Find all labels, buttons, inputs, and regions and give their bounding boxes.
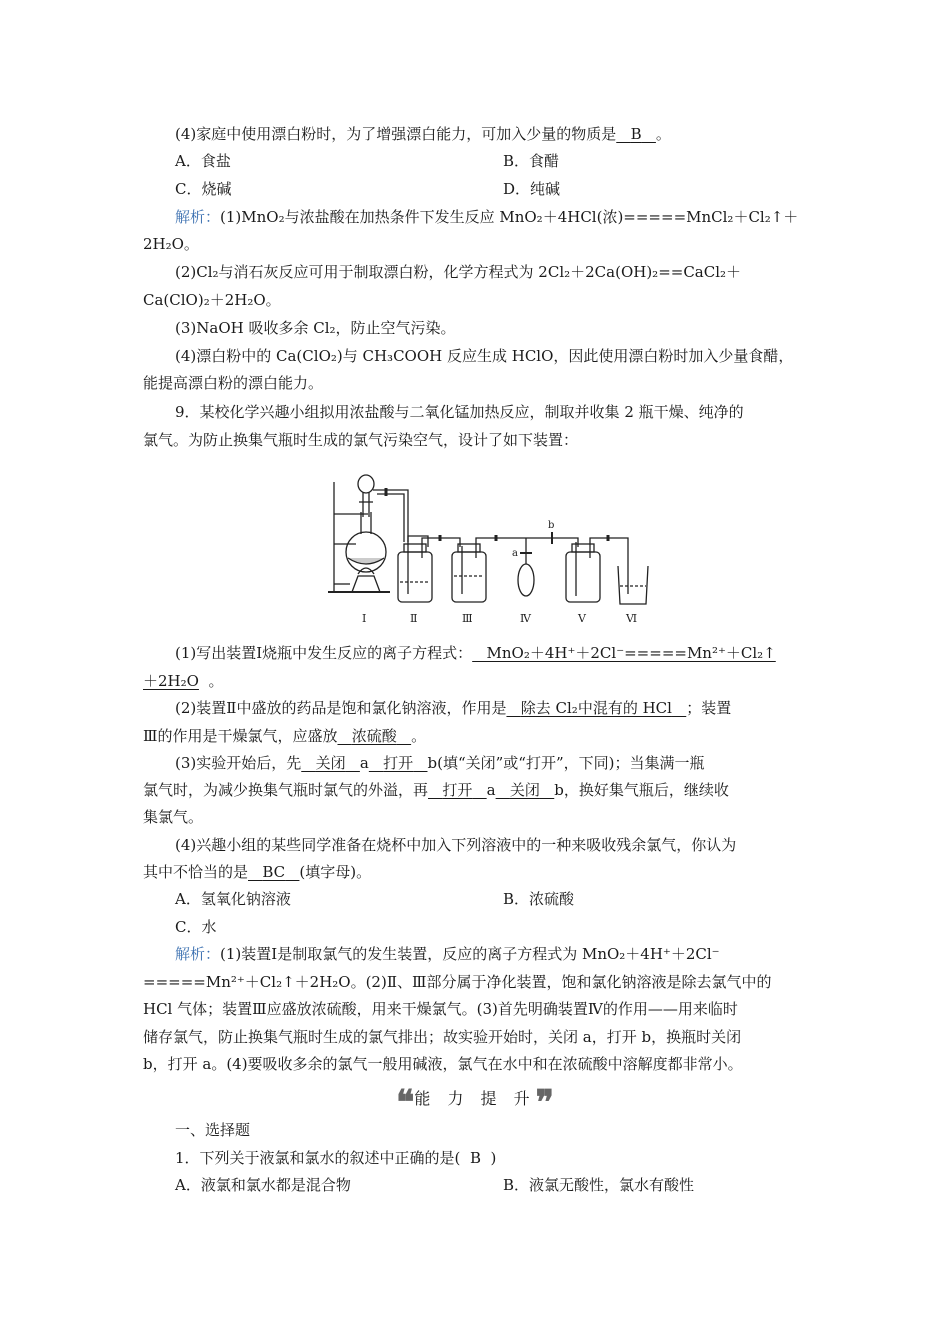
q9-part2-line1: (2)装置Ⅱ中盛放的药品是饱和氯化钠溶液，作用是 除去 Cl₂中混有的 HCl ；装置 [175, 699, 732, 717]
analysis1-line4: Ca(ClO)₂＋2H₂O。 [143, 291, 281, 309]
analysis1-line1: 解析：(1)MnO₂与浓盐酸在加热条件下发生反应 MnO₂＋4HCl(浓)=====MnCl₂＋Cl₂↑＋ [175, 208, 799, 226]
q9-stem-line1: 9．某校化学兴趣小组拟用浓盐酸与二氧化锰加热反应，制取并收集 2 瓶干燥、纯净的 [175, 403, 744, 421]
q9-part3-line2: 氯气时，为减少换集气瓶时氯气的外溢，再 打开 a 关闭 b，换好集气瓶后，继续收 [143, 781, 729, 799]
q4-stem: (4)家庭中使用漂白粉时，为了增强漂白能力，可加入少量的物质是 [175, 125, 617, 143]
q9-part4-line2: 其中不恰当的是 BC (填字母)。 [143, 863, 372, 881]
q9-stem-line2: 氯气。为防止换集气瓶时生成的氯气污染空气，设计了如下装置： [143, 431, 579, 449]
q9-option-b: B．浓硫酸 [503, 890, 575, 908]
q9-part3-line1: (3)实验开始后，先 关闭 a 打开 b(填“关闭”或“打开”，下同)；当集满一瓶 [175, 754, 705, 772]
q9-part4-line1: (4)兴趣小组的某些同学准备在烧杯中加入下列溶液中的一种来吸收残余氯气，你认为 [175, 836, 737, 854]
analysis2-line5: b，打开 a。(4)要吸收多余的氯气一般用碱液，氯气在水中和在浓硫酸中溶解度都非常小。 [143, 1055, 743, 1073]
label-II: Ⅱ [410, 612, 418, 625]
q9-part1-line1: (1)写出装置Ⅰ烧瓶中发生反应的离子方程式： MnO₂＋4H⁺＋2Cl⁻=====Mn²⁺＋Cl₂↑ [175, 644, 776, 662]
q9-option-c: C．水 [175, 918, 217, 936]
apparatus-diagram [328, 462, 658, 627]
label-IV: Ⅳ [520, 612, 531, 625]
analysis2-line1: 解析：(1)装置Ⅰ是制取氯气的发生装置，反应的离子方程式为 MnO₂＋4H⁺＋2Cl⁻ [175, 945, 720, 963]
analysis2-line3: HCl 气体；装置Ⅲ应盛放浓硫酸，用来干燥氯气。(3)首先明确装置Ⅳ的作用——用来临时 [143, 1000, 738, 1018]
p1-q1-option-b: B．液氯无酸性，氯水有酸性 [503, 1176, 695, 1194]
analysis2-line4: 储存氯气，防止换集气瓶时生成的氯气排出；故实验开始时，关闭 a，打开 b，换瓶时关闭 [143, 1028, 742, 1046]
q9-part1-line2: ＋2H₂O 。 [143, 672, 224, 690]
analysis1-line6: (4)漂白粉中的 Ca(ClO₂)与 CH₃COOH 反应生成 HClO，因此使用漂白粉时加入少量食醋， [175, 347, 794, 365]
q4-option-a: A．食盐 [175, 152, 231, 170]
label-VI: Ⅵ [626, 612, 638, 625]
q9-part1-answer: MnO₂＋4H⁺＋2Cl⁻=====Mn²⁺＋Cl₂↑ [486, 644, 776, 662]
analysis1-line3: (2)Cl₂与消石灰反应可用于制取漂白粉，化学方程式为 2Cl₂＋2Ca(OH)₂==CaCl₂＋ [175, 263, 742, 281]
valve-b-label: b [548, 520, 555, 531]
label-V: Ⅴ [578, 612, 586, 625]
analysis2-line2: =====Mn²⁺＋Cl₂↑＋2H₂O。(2)Ⅱ、Ⅲ部分属于净化装置，饱和氯化钠溶液是除去氯气中的 [143, 973, 772, 991]
q9-part3-line3: 集氯气。 [143, 808, 204, 826]
bottle-3 [452, 535, 578, 602]
section-heading [0, 1083, 950, 1123]
round-flask [346, 512, 386, 572]
q4-option-b: B．食醋 [503, 152, 560, 170]
valve-a-label: a [512, 548, 518, 559]
p1-q1-stem: 1．下列关于液氯和氯水的叙述中正确的是( B ) [175, 1149, 497, 1167]
p1-q1-option-a: A．液氯和氯水都是混合物 [175, 1176, 351, 1194]
beaker-6 [618, 566, 648, 604]
q9-part2-line2: Ⅲ的作用是干燥氯气，应盛放 浓硫酸 。 [143, 727, 427, 745]
label-I: Ⅰ [362, 612, 367, 625]
analysis-label: 解析： [175, 208, 221, 226]
analysis-label: 解析： [175, 945, 221, 963]
label-III: Ⅲ [462, 612, 473, 625]
close-quote-icon: ❞ [535, 1083, 554, 1123]
analysis1-line5: (3)NaOH 吸收多余 Cl₂，防止空气污染。 [175, 319, 456, 337]
open-quote-icon: ❝ [396, 1083, 415, 1123]
bottle-2 [398, 535, 460, 602]
separatory-funnel [358, 475, 374, 517]
q4-stem-line: (4)家庭中使用漂白粉时，为了增强漂白能力，可加入少量的物质是 B 。 [175, 125, 671, 143]
p1-q1-answer: B [469, 1149, 481, 1167]
q4-option-c: C．烧碱 [175, 180, 232, 198]
part1-heading: 一、选择题 [175, 1121, 251, 1139]
analysis1-line7: 能提高漂白粉的漂白能力。 [143, 374, 324, 392]
section-title: 能 力 提 升 [414, 1089, 536, 1108]
q4-answer: B [630, 125, 642, 143]
q9-option-a: A．氢氧化钠溶液 [175, 890, 291, 908]
q4-option-d: D．纯碱 [503, 180, 561, 198]
storage-balloon [518, 538, 534, 596]
analysis1-line2: 2H₂O。 [143, 235, 199, 253]
